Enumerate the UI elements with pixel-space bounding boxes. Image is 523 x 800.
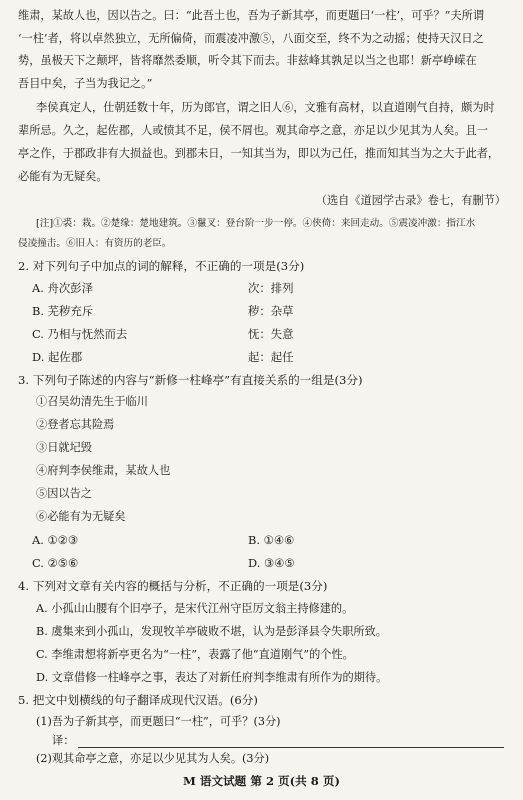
passage-line: 势，虽极天下之颠坪，皆将靡然委顺，听令其下而去。非兹峰其孰足以当之也耶！新亭峥嵘在	[18, 54, 477, 67]
q3-options-row-2	[18, 555, 506, 571]
passage-line: 必能有为无疑矣。	[18, 170, 108, 183]
q2-option-gloss: 怃：失意	[248, 327, 294, 341]
q2-option-c	[18, 326, 506, 342]
passage-line: 辈所忌。久之，起佐郡，人或愤其不足，侯不屑也。观其命亭之意，亦足以少见其为人矣。且一	[18, 124, 488, 137]
q5-answer-line-1[interactable]	[78, 747, 504, 748]
footnote-line: [注]①裘：栽。②楚缘：楚地建筑。③鬣叉：登台阶一步一停。④侠倚：来回走动。⑤震凌冲激：指江水	[36, 218, 476, 229]
q2-option-b	[18, 303, 506, 319]
q4-option-a: A. 小孤山山腰有个旧亭子，是宋代江州守臣厉文翁主持修建的。	[36, 602, 354, 615]
question-5-stem: 5. 把文中划横线的句子翻译成现代汉语。(6分)	[18, 693, 258, 707]
q3-option-a: A. ①②③	[32, 533, 79, 547]
q3-options-row-1	[18, 532, 506, 548]
question-2-stem: 2. 对下列句子中加点的词的解释，不正确的一项是(3分)	[18, 259, 305, 273]
page-footer: M 语文试题 第 2 页(共 8 页)	[183, 774, 340, 788]
q4-option-c: C. 李维肃想将新亭更名为“一柱”，表露了他“直道刚气”的个性。	[36, 648, 354, 661]
q3-item: ②登者忘其险焉	[36, 418, 115, 431]
passage-line: 李侯真定人，仕朝廷数十年，历为郎官，谓之旧人⑥，文雅有高材，以直道刚气自持，颇为时	[36, 101, 495, 114]
q3-option-d: D. ③④⑤	[248, 556, 295, 570]
q3-item: ⑤因以告之	[36, 487, 92, 500]
q2-option-gloss: 次：排列	[248, 281, 294, 295]
q2-option-text: A. 舟次彭泽	[32, 281, 94, 295]
q4-option-d: D. 文章借修一柱峰亭之事，表达了对新任府判李维肃有所作为的期待。	[36, 671, 388, 684]
q3-option-b: B. ①④⑥	[248, 533, 295, 547]
q2-option-text: C. 乃相与怃然而去	[32, 327, 128, 341]
passage-line: 维肃，某故人也，因以告之。曰：“此吾土也，吾为子新其亭，而更题曰‘一柱’，可乎？”夫所谓	[18, 9, 485, 22]
q3-item: ③日就圮毁	[36, 441, 92, 454]
q2-option-text: B. 芜秽充斥	[32, 304, 94, 318]
question-3-stem: 3. 下列句子陈述的内容与“新修一柱峰亭”有直接关系的一组是(3分)	[18, 373, 363, 387]
passage-source: （选自《道园学古录》卷七，有删节）	[315, 194, 506, 207]
q3-item: ⑥必能有为无疑矣	[36, 510, 126, 523]
q2-option-text: D. 起佐郡	[32, 350, 83, 364]
question-4-stem: 4. 下列对文章有关内容的概括与分析，不正确的一项是(3分)	[18, 579, 328, 593]
q4-option-b: B. 虞集来到小孤山，发现牧羊亭破败不堪，认为是彭泽县令失职所致。	[36, 625, 387, 638]
q5-answer-label-1: 译：	[52, 734, 75, 747]
q3-item: ④府判李侯维肃，某故人也	[36, 464, 171, 477]
q5-sub-1: (1)吾为子新其亭，而更题曰“一柱”，可乎？(3分)	[36, 715, 281, 728]
q2-option-a	[18, 280, 506, 296]
q3-item: ①召吴幼清先生于临川	[36, 395, 148, 408]
q5-sub-2: (2)观其命亭之意，亦足以少见其为人矣。(3分)	[36, 752, 270, 765]
passage-line: ‘一柱’者，将以卓然独立，无所偏倚，而震凌冲激⑤，八面交至，终不为之动摇；使持天汉日之	[18, 32, 484, 45]
q2-option-gloss: 起：起任	[248, 350, 294, 364]
q2-option-d	[18, 349, 506, 365]
passage-line: 亭之作，于郡政非有大损益也。到郡未日，一知其当为，即以为己任，推而知其当为之大于此者，	[18, 147, 500, 160]
footnote-line: 侵凌撞击。⑥旧人：有资历的老臣。	[18, 238, 172, 249]
passage-line: 吾目中矣，子当为我记之。”	[18, 77, 153, 90]
q3-option-c: C. ②⑤⑥	[32, 556, 79, 570]
q2-option-gloss: 秽：杂草	[248, 304, 294, 318]
